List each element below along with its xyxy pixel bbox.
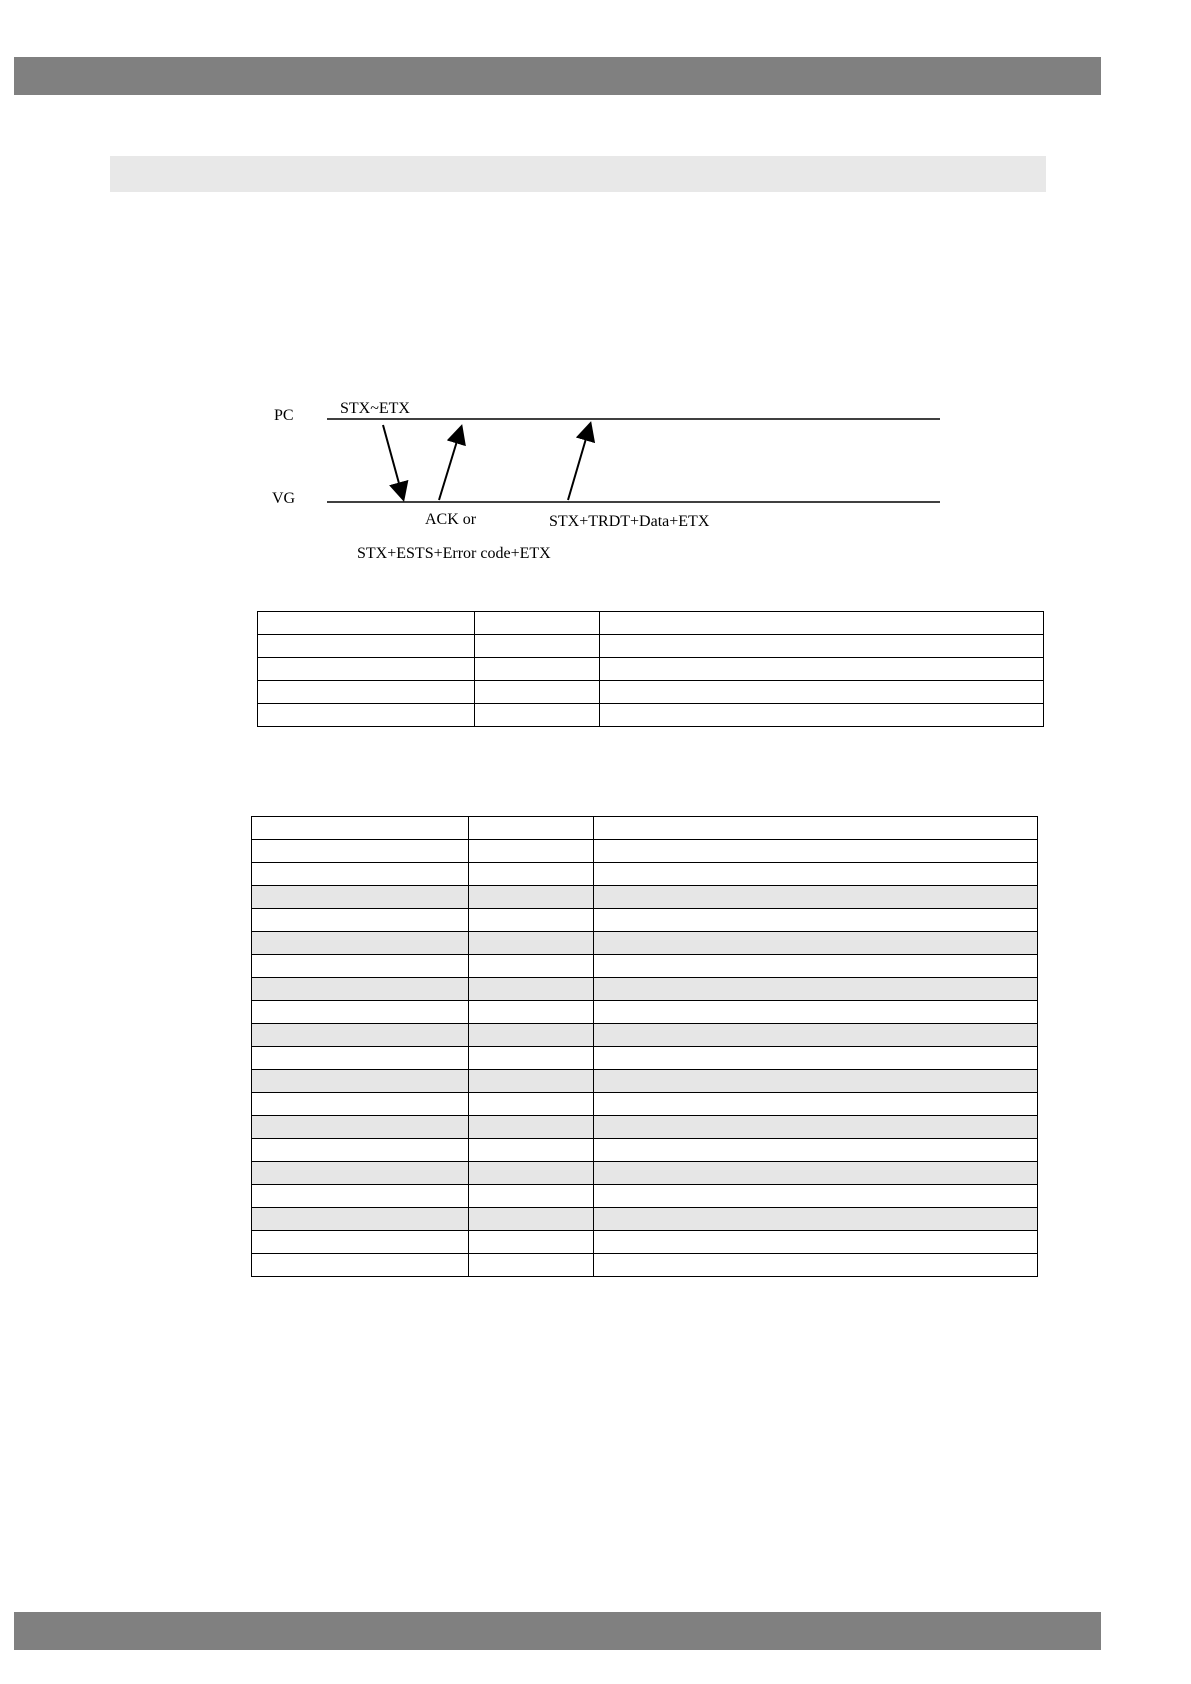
table-cell — [252, 1231, 469, 1254]
page-header-bar — [14, 57, 1101, 95]
request-arrow — [383, 425, 403, 498]
table-cell — [252, 1047, 469, 1070]
table-row — [258, 612, 1044, 635]
table-cell — [252, 955, 469, 978]
table-row — [252, 886, 1038, 909]
table-2-body — [252, 817, 1038, 1277]
table-cell — [469, 1116, 594, 1139]
table-row — [258, 704, 1044, 727]
table-cell — [252, 1070, 469, 1093]
section-heading-band — [110, 156, 1046, 192]
error-label: STX+ESTS+Error code+ETX — [357, 545, 551, 562]
table-cell — [594, 1001, 1038, 1024]
table-row — [252, 1116, 1038, 1139]
table-cell — [469, 863, 594, 886]
table-cell — [469, 1254, 594, 1277]
table-cell — [252, 863, 469, 886]
table-cell — [252, 978, 469, 1001]
table-cell — [469, 817, 594, 840]
table-cell — [594, 955, 1038, 978]
table-cell — [469, 1231, 594, 1254]
table-cell — [594, 1254, 1038, 1277]
table-cell — [252, 909, 469, 932]
page-footer-bar — [14, 1612, 1101, 1650]
table-cell — [600, 612, 1044, 635]
table-row — [258, 635, 1044, 658]
table-cell — [594, 1162, 1038, 1185]
table-cell — [594, 1208, 1038, 1231]
table-cell — [252, 1185, 469, 1208]
table-cell — [469, 840, 594, 863]
table-cell — [594, 886, 1038, 909]
table-cell — [252, 1024, 469, 1047]
table-cell — [594, 840, 1038, 863]
table-row — [252, 1070, 1038, 1093]
table-row — [252, 1001, 1038, 1024]
table-cell — [258, 612, 475, 635]
table-cell — [594, 1231, 1038, 1254]
table-cell — [469, 1024, 594, 1047]
table-row — [252, 1231, 1038, 1254]
table-cell — [469, 1208, 594, 1231]
table-cell — [594, 1139, 1038, 1162]
table-cell — [469, 932, 594, 955]
table-row — [252, 1208, 1038, 1231]
data-arrow — [568, 425, 590, 500]
table-cell — [469, 955, 594, 978]
data-label: STX+TRDT+Data+ETX — [549, 513, 710, 530]
table-row — [252, 909, 1038, 932]
table-row — [258, 681, 1044, 704]
request-label: STX~ETX — [340, 400, 410, 417]
table-row — [252, 955, 1038, 978]
table-cell — [600, 658, 1044, 681]
table-cell — [475, 681, 600, 704]
lane-label-pc: PC — [274, 407, 294, 424]
table-cell — [594, 863, 1038, 886]
table-2 — [251, 816, 1038, 1277]
table-cell — [258, 635, 475, 658]
ack-arrow — [439, 428, 461, 500]
table-row — [252, 1254, 1038, 1277]
table-cell — [258, 681, 475, 704]
table-cell — [252, 1093, 469, 1116]
table-cell — [469, 1047, 594, 1070]
table-cell — [469, 1162, 594, 1185]
table-row — [252, 840, 1038, 863]
table-cell — [469, 1070, 594, 1093]
table-cell — [258, 704, 475, 727]
table-cell — [258, 658, 475, 681]
table-cell — [469, 1185, 594, 1208]
table-cell — [252, 932, 469, 955]
table-cell — [594, 1093, 1038, 1116]
table-cell — [469, 978, 594, 1001]
table-row — [252, 932, 1038, 955]
table-cell — [600, 681, 1044, 704]
table-row — [252, 1139, 1038, 1162]
ack-label: ACK or — [425, 511, 477, 528]
table-cell — [475, 658, 600, 681]
table-cell — [600, 635, 1044, 658]
table-cell — [469, 886, 594, 909]
table-cell — [469, 1001, 594, 1024]
table-row — [252, 1024, 1038, 1047]
table-cell — [594, 909, 1038, 932]
table-cell — [252, 1162, 469, 1185]
table-1-body — [258, 612, 1044, 727]
table-cell — [594, 932, 1038, 955]
table-cell — [594, 1185, 1038, 1208]
table-cell — [475, 704, 600, 727]
table-cell — [594, 1047, 1038, 1070]
table-row — [252, 1093, 1038, 1116]
table-row — [258, 658, 1044, 681]
lane-label-vg: VG — [272, 490, 296, 507]
table-cell — [252, 886, 469, 909]
table-row — [252, 1162, 1038, 1185]
table-cell — [252, 1139, 469, 1162]
table-cell — [594, 1116, 1038, 1139]
table-cell — [252, 1001, 469, 1024]
table-cell — [252, 817, 469, 840]
table-cell — [252, 1116, 469, 1139]
sequence-diagram — [260, 390, 960, 570]
table-cell — [594, 1024, 1038, 1047]
table-cell — [600, 704, 1044, 727]
table-row — [252, 863, 1038, 886]
table-row — [252, 1047, 1038, 1070]
table-cell — [594, 817, 1038, 840]
table-1 — [257, 611, 1044, 727]
table-cell — [252, 1254, 469, 1277]
table-cell — [469, 1139, 594, 1162]
table-cell — [475, 612, 600, 635]
table-cell — [594, 978, 1038, 1001]
table-cell — [469, 1093, 594, 1116]
table-cell — [252, 840, 469, 863]
table-row — [252, 1185, 1038, 1208]
table-row — [252, 978, 1038, 1001]
table-cell — [469, 909, 594, 932]
table-cell — [475, 635, 600, 658]
table-cell — [594, 1070, 1038, 1093]
table-row — [252, 817, 1038, 840]
table-cell — [252, 1208, 469, 1231]
